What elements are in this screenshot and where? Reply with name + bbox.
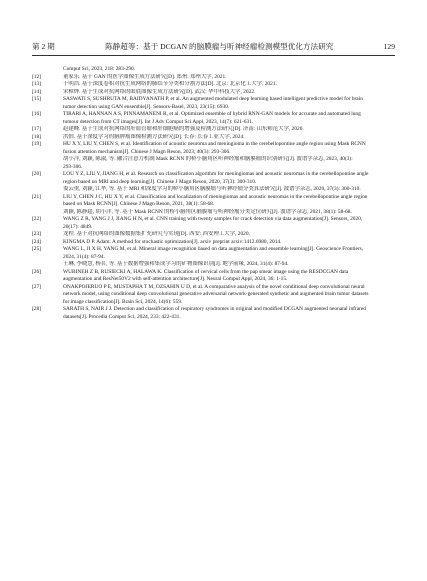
reference-text-line: 龙程. 基于对抗网络的图像数据集扩充研究与实现[D]. 西安: 西安理工大学, 2020. (63, 231, 250, 237)
reference-text-line: 宋樟烨. 基于生成对抗网络的眼底图像生成方法研究[D]. 武汉: 华中科技大学, 2022. (63, 88, 256, 95)
reference-text-line: 于明浩. 基于深度卷积对抗生成网络的肺结节分类和分割方法[D]. 北京: 北京化工大学, 2021. (63, 81, 277, 87)
reference-text-line: Comput Sci, 2023, 218: 283-290. (63, 66, 136, 72)
header-rule (32, 55, 395, 56)
reference-number: [13] (32, 81, 41, 87)
reference-text-line: network model, using conditional deep convolutional generative adversarial network-generated synthetic and augmented brain tumor datasets (63, 291, 369, 297)
reference-item (32, 231, 395, 239)
reference-number: [25] (32, 246, 41, 252)
reference-text-line: 2024, 31(4): 87-94. (63, 253, 105, 260)
reference-text-line: SARATH S, NAIR J J. Detection and classification of respiratory syndromes in original and modified DCGAN augmented neonatal infrared (63, 306, 367, 312)
reference-text-line: TIRARI A, HANNAN A S, PINNAMANENI R, et al. Optimized ensemble of hybrid RNN-GAN models for accurate and automated lung (63, 111, 361, 117)
reference-text-line: tumor detection using GAN ensemble[J]. Sensors-Basel, 2023, 23(15): 6930. (63, 103, 230, 110)
reference-text-line: 胡小洋, 刘颖, 陈淑, 等. 融合注意力机制 Mask RCNN 的桥小脑角区听神经瘤和脑膜瘤的识别研究[J]. 波谱学杂志, 2023, 40(3): (63, 156, 353, 162)
reference-text-line: KINGMA D P. Adam: A method for stochastic optimization[J]. arxiv preprint arxiv:1412.6980, 2014. (63, 238, 282, 245)
reference-text-line: based on Mask RCNN[J]. Chinese J Magn Reson, 2021, 38(1): 58-68. (63, 201, 215, 207)
reference-text-line: SASWATI S, SUSHRUTA M, BAIDYANATH P, et al. An augmented modulated deep learning based intelligent predictive model for brain (63, 96, 363, 102)
reference-text-line: 洪怡. 基于深度学习的脑肿瘤图像检测方法研究[D]. 长春: 长春工业大学, 2024. (63, 133, 245, 140)
reference-text-line: WUBINEH Z B, RUSIECKI A, HALAWA K. Classification of cervical cells from the pap smear image using the RESDCGAN data (63, 268, 349, 275)
running-header (32, 41, 395, 53)
reference-number: [28] (32, 306, 41, 312)
reference-item (32, 126, 395, 134)
reference-text-line: fusion attention mechanism[J]. Chinese J Magn Reson, 2023, 40(3): 293-306. (63, 148, 231, 155)
reference-number: [22] (32, 216, 41, 222)
reference-text-line: region based on MRI and deep learning[J]. Chinese J Magn Reson, 2020, 37(3): 300-310. (63, 178, 257, 185)
reference-item (32, 111, 395, 126)
reference-item (32, 74, 395, 82)
issue-number: 第 2 期 (32, 42, 55, 51)
reference-item (32, 81, 395, 89)
reference-text-line: 赵建峰. 基于生成对抗网络的肝血管瘤和肝细胞癌的增强及检测方法研究[D]. 济南: 山东师范大学, 2020. (63, 126, 304, 132)
reference-item (32, 89, 395, 97)
reference-item (32, 284, 395, 307)
reference-item (32, 239, 395, 247)
reference-number: [18] (32, 133, 41, 140)
reference-text-line: for image classification[J]. Brain Sci, 2024, 14(6): 559. (63, 298, 183, 305)
reference-text-line: tumour detection from CT images[J]. Int J Adv Comput Sci Appl, 2023, 14(7): 621-631. (63, 118, 254, 125)
reference-text-line: 董家乐. 基于 GAN 的医学图像生成方法研究[D]. 郑州: 郑州大学, 2021. (63, 73, 227, 80)
reference-number: [12] (32, 73, 41, 80)
reference-list (32, 66, 395, 321)
reference-text-line: 娄云重, 刘颖, 江华, 等. 基于 MRI 和深度学习的桥小脑角区脑膜瘤与听神经瘤分类算法研究[J]. 波谱学杂志, 2020, 37(3): 300-310. (63, 186, 361, 192)
reference-item (32, 269, 395, 284)
reference-number: [19] (32, 141, 41, 147)
reference-item (32, 171, 395, 194)
reference-item (32, 246, 395, 269)
reference-text-line: 刘颖, 陈静超, 胡小洋, 等. 基于 Mask RCNN 的桥小脑角区脑膜瘤与听神经瘤分类定位研究[J]. 波谱学杂志, 2021, 38(1): 58-68. (63, 208, 352, 215)
reference-number: [27] (32, 283, 41, 290)
running-title: 陈静超等：基于 DCGAN 的脑膜瘤与听神经瘤检测模型优化方法研究 (105, 42, 334, 51)
reference-text-line: WANG L, JI X H, YANG M, et al. Mineral image recognition based on data augmentation and ensemble learning[J]. Geoscience Frontiers, (63, 246, 364, 252)
reference-text-line: ONAKPOJERUO P E, MUSTAPHA T M, OZSAHIN U D, et al. A comparative analysis of the novel conditional deep convolutional neural (63, 283, 365, 290)
reference-number: [24] (32, 238, 41, 245)
page-number: 129 (383, 42, 395, 51)
reference-number: [23] (32, 231, 41, 237)
reference-item (32, 194, 395, 217)
reference-item (32, 216, 395, 231)
reference-item (32, 134, 395, 142)
reference-text-line: datasets[J]. Procedia Comput Sci, 2024, 233: 422-431. (63, 313, 181, 320)
reference-item (32, 66, 395, 74)
reference-text-line: HU X Y, LIU Y, CHEN S, et al. Identification of acoustic neuroma and meningioma in the cerebellopontine angle region using Mask RCNN (63, 141, 366, 147)
reference-text-line: 王琳, 李晓慧, 杨茗, 等. 基于数据增强和集成学习的矿物图像识别[J]. 地学前缘, 2024, 31(4): 87-94. (63, 261, 289, 267)
reference-text-line: LIU Y, CHEN J C, HU X Y, et al. Classification and localization of meningiomas and acoustic neuromas in the cerebellopontine angle region (63, 193, 368, 200)
reference-number: [21] (32, 193, 41, 200)
reference-number: [15] (32, 96, 41, 102)
reference-number: [17] (32, 126, 41, 132)
reference-number: [14] (32, 88, 41, 95)
reference-text-line: LOU Y Z, LIU Y, JIANG H, et al. Research on classification algorithm for meningiomas and acoustic neuromas in the cerebellopontine angle (63, 171, 369, 177)
reference-number: [16] (32, 111, 41, 117)
reference-text-line: 20(17): 4849. (63, 223, 93, 230)
reference-item (32, 306, 395, 321)
reference-text-line: WANG Z R, YANG J J, JIANG H N, et al. CNN training with twenty samples for crack detection via data augmentation[J]. Sensors, 2020, (63, 216, 363, 222)
reference-item (32, 96, 395, 111)
reference-item (32, 141, 395, 171)
reference-text-line: 293-306. (63, 163, 83, 170)
reference-number: [20] (32, 171, 41, 177)
reference-text-line: augmentation and ResNet50V2 with self-attention architecture[J]. Neural Comput Appl, 2024, 36: 1-15. (63, 276, 288, 282)
reference-number: [26] (32, 268, 41, 275)
